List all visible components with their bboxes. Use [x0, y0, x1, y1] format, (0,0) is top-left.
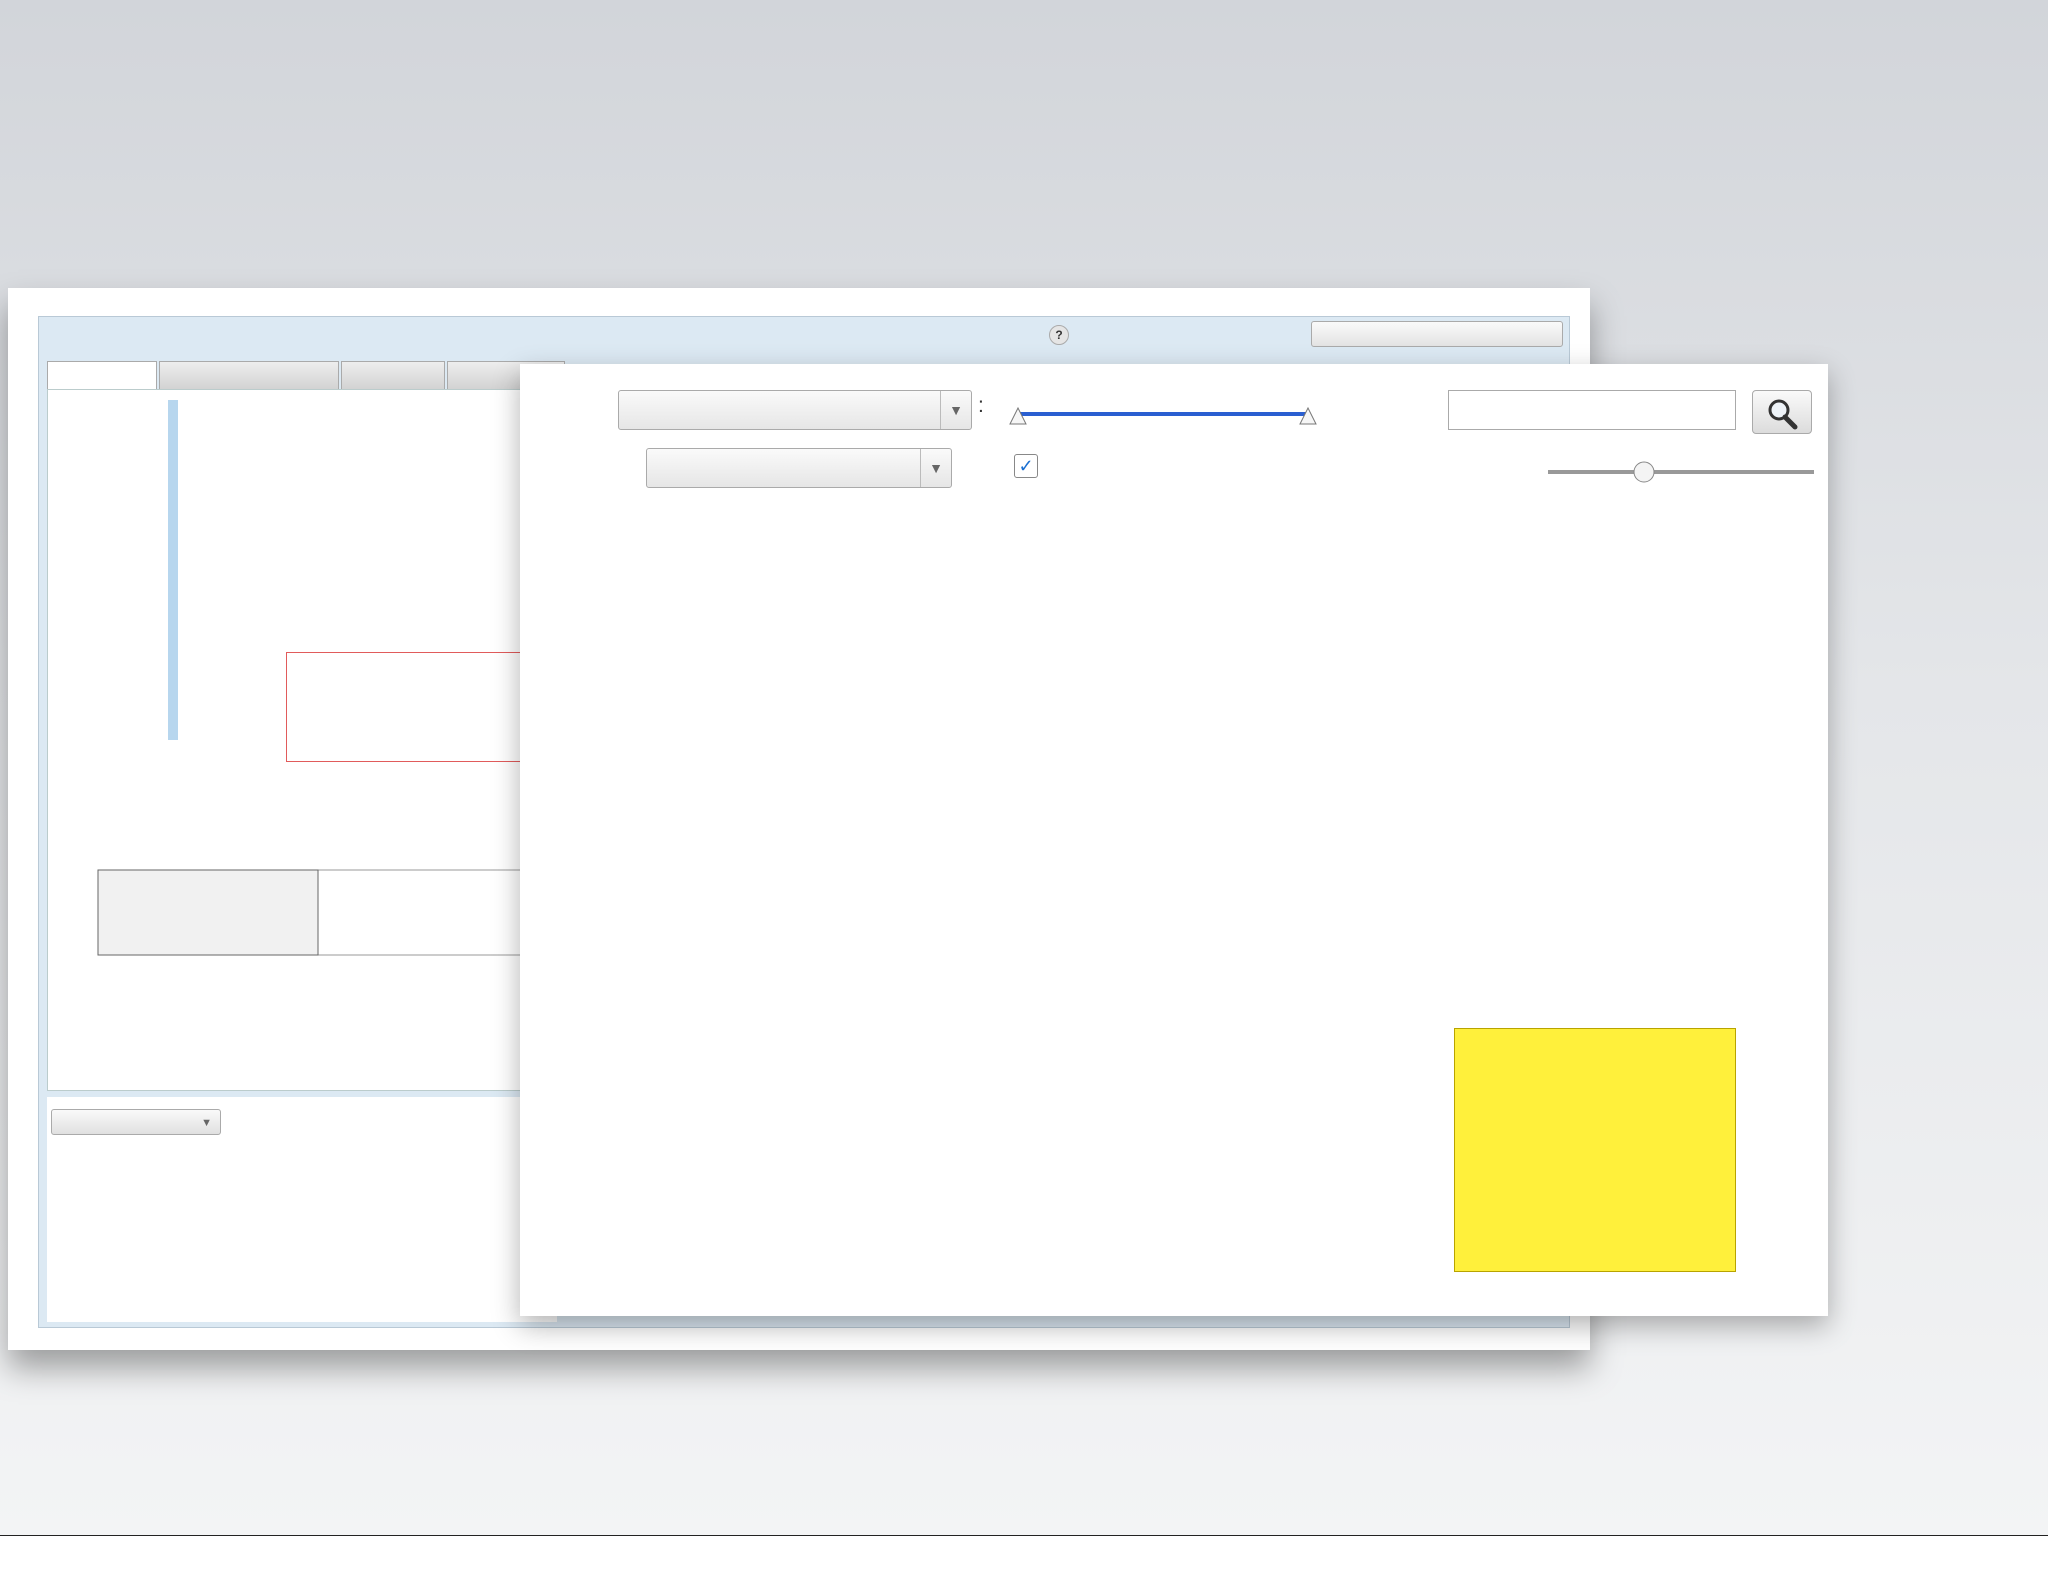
course-select[interactable] [1311, 321, 1563, 347]
tab-line-chart[interactable] [47, 361, 157, 391]
footer-bar [0, 1535, 2048, 1577]
student-tooltip [1454, 1028, 1736, 1272]
tab-bar-chart[interactable] [341, 361, 445, 389]
chevron-down-icon: ▼ [920, 449, 951, 487]
mini-chart-brush[interactable] [98, 870, 318, 955]
filter-colon: : [978, 394, 984, 417]
help-link[interactable] [1049, 325, 1075, 345]
y-axis-scrollbar[interactable] [168, 400, 178, 740]
chevron-down-icon: ▼ [940, 391, 971, 429]
enable-histograms-checkbox[interactable]: ✓ [1014, 454, 1038, 478]
help-icon: ? [1049, 325, 1069, 345]
parallel-coordinates-window [520, 364, 1828, 1316]
line-chart-tooltip [286, 652, 546, 762]
sort-select[interactable] [51, 1109, 221, 1135]
chevron-down-icon: ▼ [201, 1117, 212, 1129]
line-chart-panel [47, 389, 559, 1091]
tab-parallel-coordinates[interactable] [159, 361, 339, 389]
